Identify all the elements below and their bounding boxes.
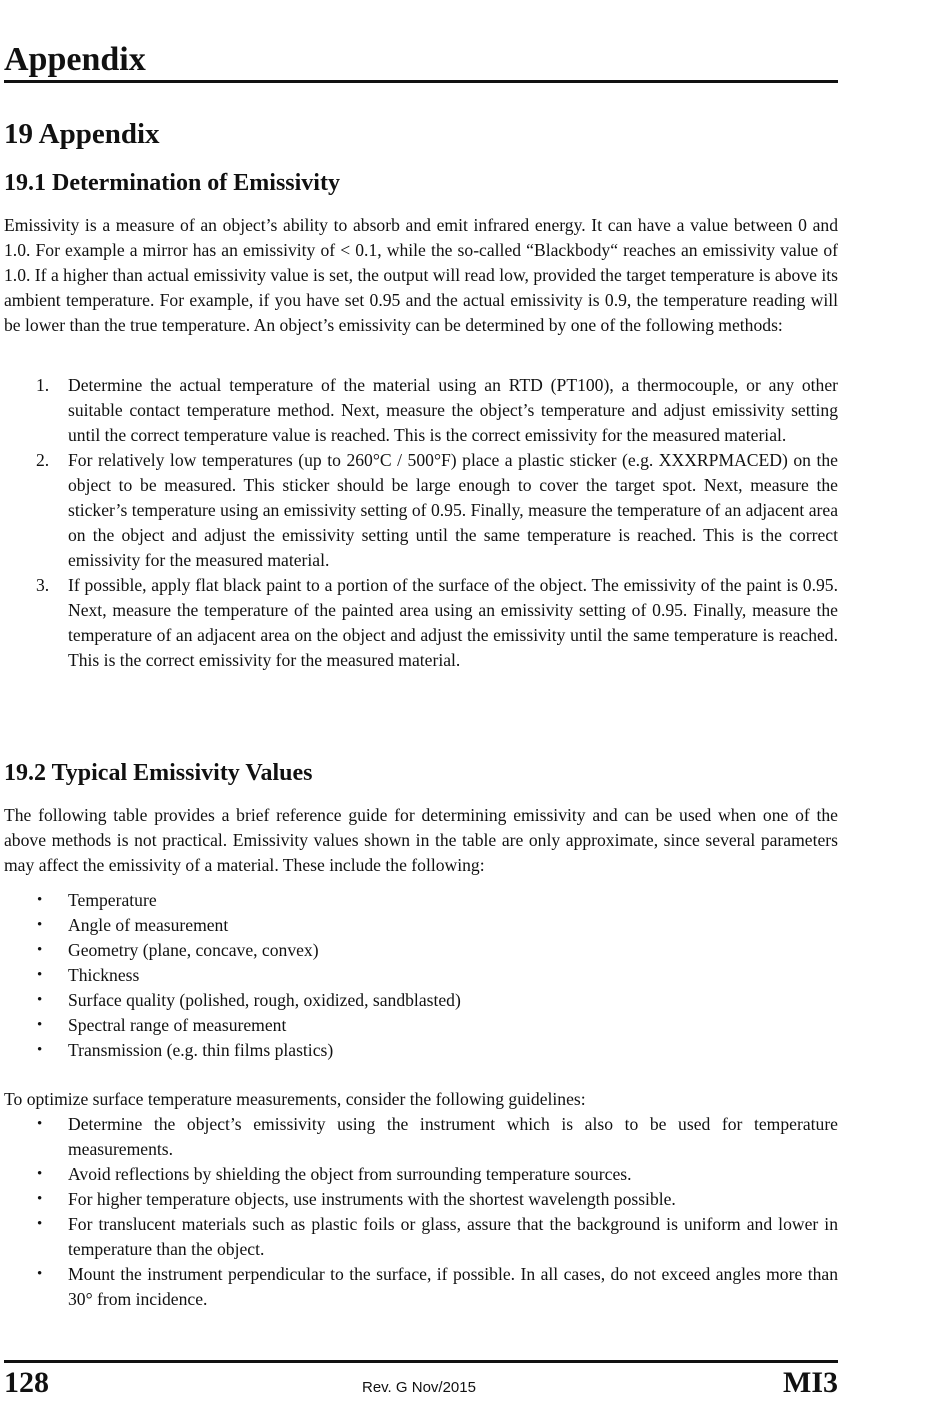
emissivity-intro-paragraph: Emissivity is a measure of an object’s ability to absorb and emit infrared energy. It can have a value between 0 and 1.0. For example a mirror has an emissivity of < 0.1, while the so-called “Blackbody“ reaches an emissivity value of 1.0. If a higher than actual emissivity value is set, the output will read low, provided the target temperature is above its ambient temperature. For example, if you have set 0.95 and the actual emissivity is 0.9, the temperature reading will be lower than the true temperature. An object’s emissivity can be determined by one of the following methods: — [4, 215, 838, 335]
method-item — [4, 448, 838, 573]
factor-item — [4, 888, 838, 913]
guideline-text: For translucent materials such as plastic foils or glass, assure that the background is uniform and lower in temperature than the object. — [68, 1214, 838, 1259]
bullet-icon: • — [37, 1116, 43, 1132]
bullet-icon: • — [37, 942, 43, 958]
factor-item — [4, 988, 838, 1013]
factor-text: Transmission (e.g. thin films plastics) — [68, 1040, 334, 1060]
section-title: 19 Appendix — [4, 118, 160, 150]
subsection-title-emissivity-determination: 19.1 Determination of Emissivity — [4, 170, 340, 196]
bullet-icon: • — [37, 1042, 43, 1058]
page-number: 128 — [4, 1366, 49, 1399]
factor-text: Spectral range of measurement — [68, 1015, 287, 1035]
document-page — [4, 0, 838, 1408]
guideline-text: Determine the object’s emissivity using the instrument which is also to be used for temperature measurements. — [68, 1114, 838, 1159]
method-item — [4, 573, 838, 673]
bullet-icon: • — [37, 1216, 43, 1232]
factor-text: Temperature — [68, 890, 157, 910]
guideline-text: For higher temperature objects, use instruments with the shortest wavelength possible. — [68, 1189, 676, 1209]
guideline-item — [4, 1187, 838, 1212]
guidelines-list — [4, 1112, 838, 1312]
factor-text: Surface quality (polished, rough, oxidized, sandblasted) — [68, 990, 461, 1010]
typical-values-intro-paragraph: The following table provides a brief reference guide for determining emissivity and can be used when one of the above methods is not practical. Emissivity values shown in the table are only approximate, since several parameters may affect the emissivity of a material. These include the following: — [4, 805, 838, 875]
method-text: For relatively low temperatures (up to 260°C / 500°F) place a plastic sticker (e.g. XXXRPMACED) on the object to be measured. This sticker should be large enough to cover the target spot. Next, measure the sticker’s temperature using an emissivity setting of 0.95. Finally, measure the temperature of an adjacent area on the object and adjust the emissivity setting until the same temperature is reached. This is the correct emissivity for the measured material. — [68, 450, 838, 570]
bullet-icon: • — [37, 992, 43, 1008]
guideline-item — [4, 1262, 838, 1312]
method-text: If possible, apply flat black paint to a portion of the surface of the object. The emissivity of the paint is 0.95. Next, measure the temperature of the painted area using an emissivity setting of 0.95. Finally, measure the temperature of an adjacent area on the object and adjust the emissivity until the same temperature is reached. This is the correct emissivity for the measured material. — [68, 575, 838, 670]
bullet-icon: • — [37, 917, 43, 933]
factors-list — [4, 888, 838, 1063]
guideline-text: Mount the instrument perpendicular to the surface, if possible. In all cases, do not exceed angles more than 30° from incidence. — [68, 1264, 838, 1309]
factor-text: Angle of measurement — [68, 915, 229, 935]
method-text: Determine the actual temperature of the material using an RTD (PT100), a thermocouple, or any other suitable contact temperature method. Next, measure the object’s temperature and adjust emissivity setting until the correct temperature value is reached. This is the correct emissivity for the measured material. — [68, 375, 838, 445]
factor-item — [4, 938, 838, 963]
factor-item — [4, 963, 838, 988]
bullet-icon: • — [37, 967, 43, 983]
guideline-item — [4, 1212, 838, 1262]
factor-item — [4, 913, 838, 938]
factor-item — [4, 1013, 838, 1038]
footer-rule — [4, 1360, 838, 1363]
running-header: Appendix — [4, 40, 838, 83]
revision-label: Rev. G Nov/2015 — [362, 1379, 476, 1396]
method-number: 2. — [36, 450, 50, 470]
guideline-item — [4, 1162, 838, 1187]
method-number: 3. — [36, 575, 50, 595]
subsection-title-typical-values: 19.2 Typical Emissivity Values — [4, 760, 313, 786]
factor-text: Geometry (plane, concave, convex) — [68, 940, 319, 960]
methods-list — [4, 373, 838, 673]
guideline-text: Avoid reflections by shielding the object from surrounding temperature sources. — [68, 1164, 632, 1184]
bullet-icon: • — [37, 1166, 43, 1182]
guideline-item — [4, 1112, 838, 1162]
bullet-icon: • — [37, 1191, 43, 1207]
factor-text: Thickness — [68, 965, 140, 985]
method-number: 1. — [36, 375, 50, 395]
model-name: MI3 — [783, 1366, 838, 1399]
guidelines-intro: To optimize surface temperature measurements, consider the following guidelines: — [4, 1089, 586, 1109]
factor-item — [4, 1038, 838, 1063]
method-item — [4, 373, 838, 448]
bullet-icon: • — [37, 1266, 43, 1282]
bullet-icon: • — [37, 892, 43, 908]
bullet-icon: • — [37, 1017, 43, 1033]
